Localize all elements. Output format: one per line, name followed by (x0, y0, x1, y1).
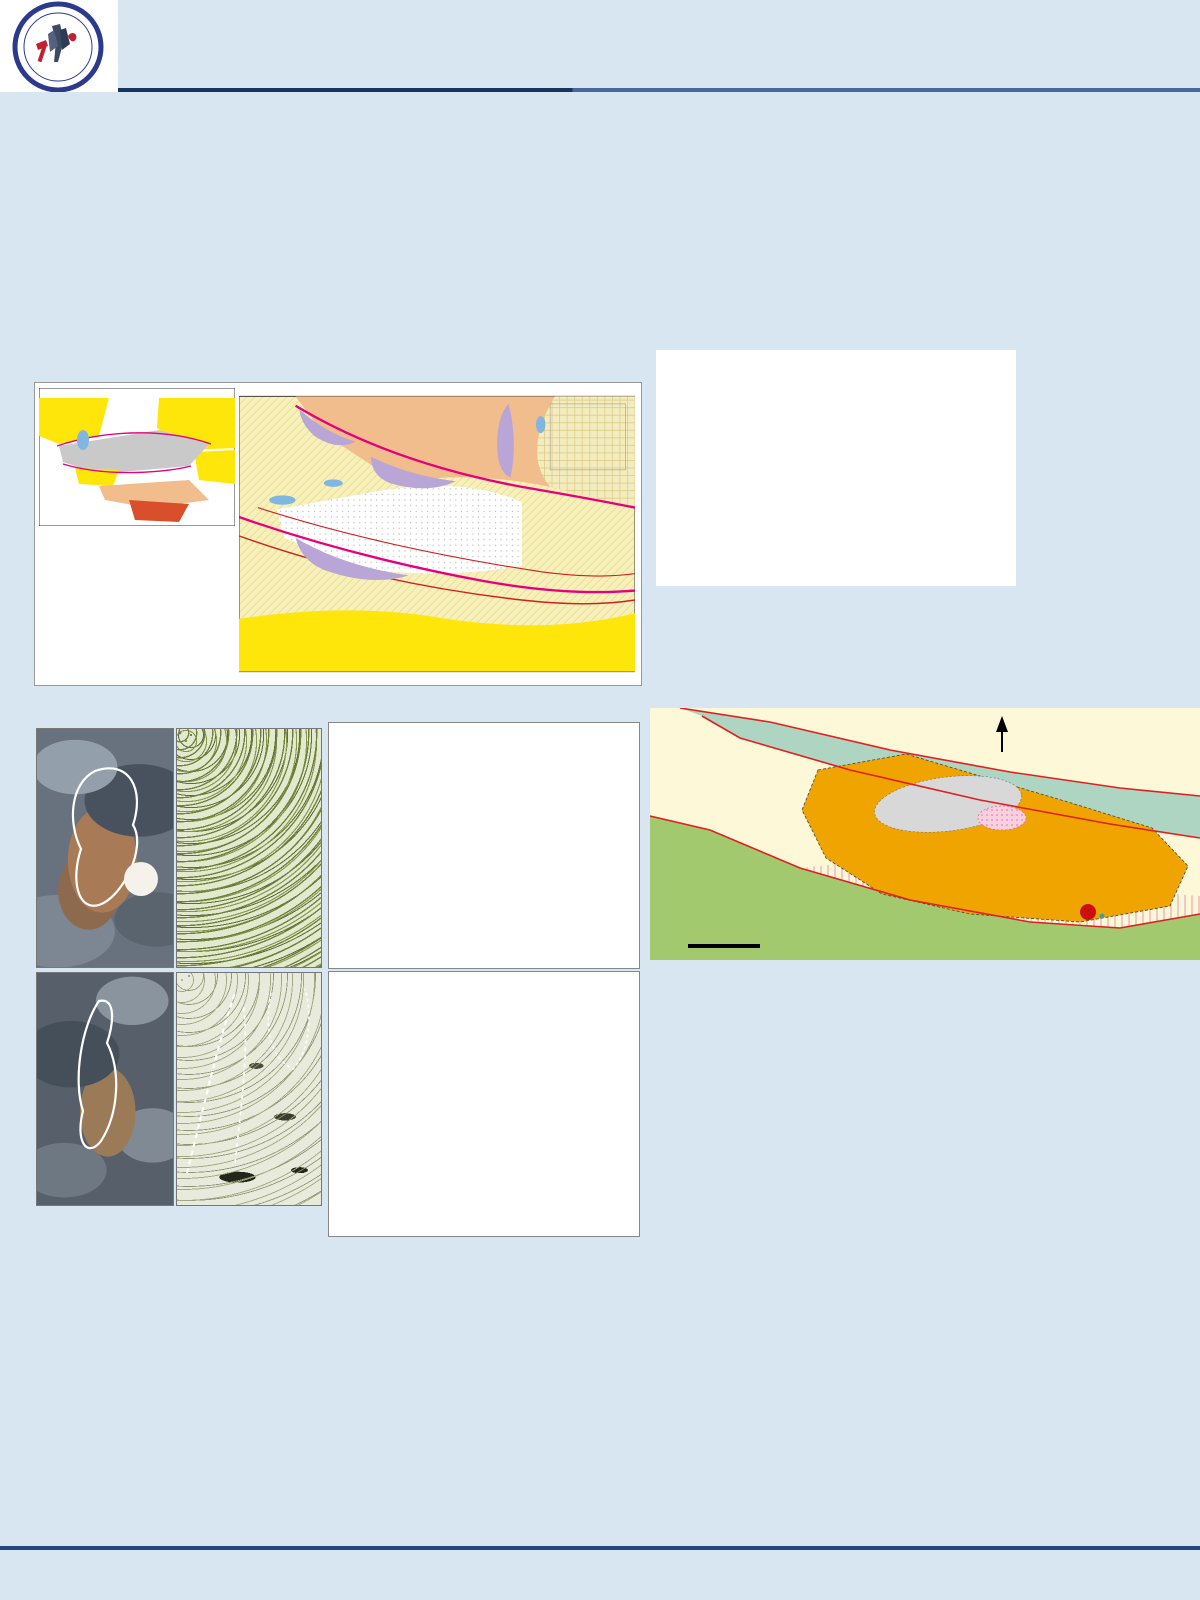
figure3 (650, 350, 1200, 612)
figure3-hf-plot (656, 350, 1016, 586)
figure1-panel-a-map (39, 388, 235, 526)
figure2-concordia-TH4-1 (328, 722, 640, 969)
figure4 (650, 614, 1200, 978)
photo-quartzite-thinsection (176, 972, 322, 1206)
photo-magnetite-quartzite-enclave (36, 972, 174, 1206)
research-group (594, 1552, 605, 1590)
figure1-panel-b-map (239, 388, 635, 680)
conclusion-section (34, 1268, 658, 1270)
figure1 (34, 382, 640, 712)
logo-box (0, 0, 118, 92)
introduction-section (34, 204, 1166, 206)
lab-logo (0, 0, 118, 92)
figure5-histograms (650, 976, 1200, 1514)
figure4-map (650, 708, 1200, 960)
photo-diorite-gneiss-enclave (36, 728, 174, 968)
footer (0, 1552, 1200, 1591)
photo-gneiss-thinsection (176, 728, 322, 968)
figure4-legend (660, 614, 1200, 706)
figure2 (34, 716, 640, 1268)
figure5 (650, 976, 1200, 1546)
footer-divider (0, 1546, 1200, 1550)
figure2-concordia-TH4-2 (328, 971, 640, 1237)
header-divider (118, 88, 1200, 92)
